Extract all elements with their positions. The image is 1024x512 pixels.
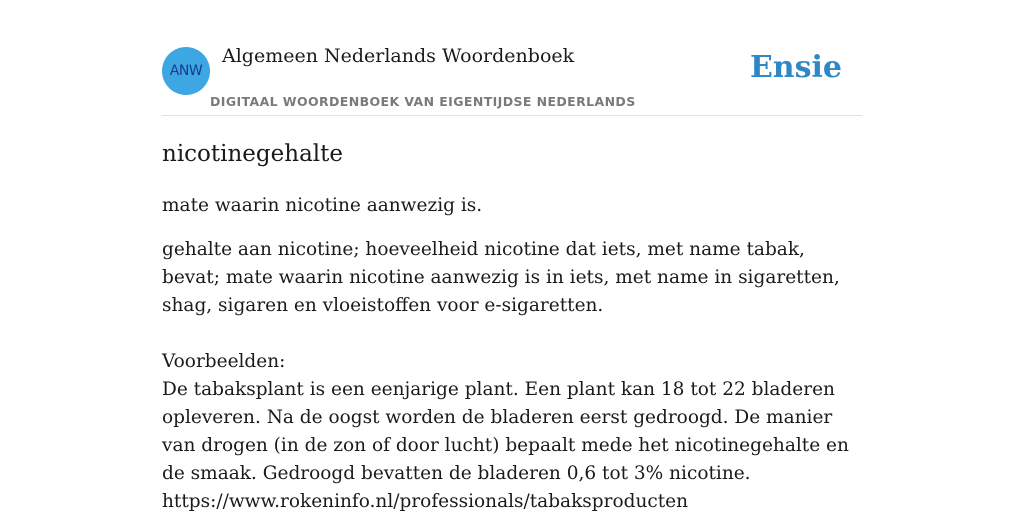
ensie-brand-link[interactable]: Ensie — [749, 50, 842, 85]
entry-content — [162, 136, 862, 512]
anw-logo[interactable]: ANW — [162, 47, 210, 95]
site-title[interactable]: Algemeen Nederlands Woordenboek — [222, 45, 575, 67]
entry-headword: nicotinegehalte — [162, 141, 343, 167]
site-header — [162, 0, 862, 116]
examples-label: Voorbeelden: — [162, 351, 286, 372]
example-source-link[interactable]: https://www.rokeninfo.nl/professionals/tabaksproducten — [162, 491, 689, 512]
example-text: De tabaksplant is een eenjarige plant. Een plant kan 18 tot 22 bladeren opleveren. Na de oogst worden de bladeren eerst gedroogd. De manier van drogen (in de zon of door lucht) bepaalt mede het nicotinegehalte en de smaak. Gedroogd bevatten de bladeren 0,6 tot 3% nicotine. — [162, 379, 849, 484]
long-definition: gehalte aan nicotine; hoeveelheid nicotine dat iets, met name tabak, bevat; mate waarin nicotine aanwezig is in iets, met name in sigaretten, shag, sigaren en vloeistoffen voor e-sigaretten. — [162, 239, 840, 316]
site-subtitle: DIGITAAL WOORDENBOEK VAN EIGENTIJDSE NEDERLANDS — [210, 94, 636, 109]
short-definition: mate waarin nicotine aanwezig is. — [162, 195, 483, 216]
